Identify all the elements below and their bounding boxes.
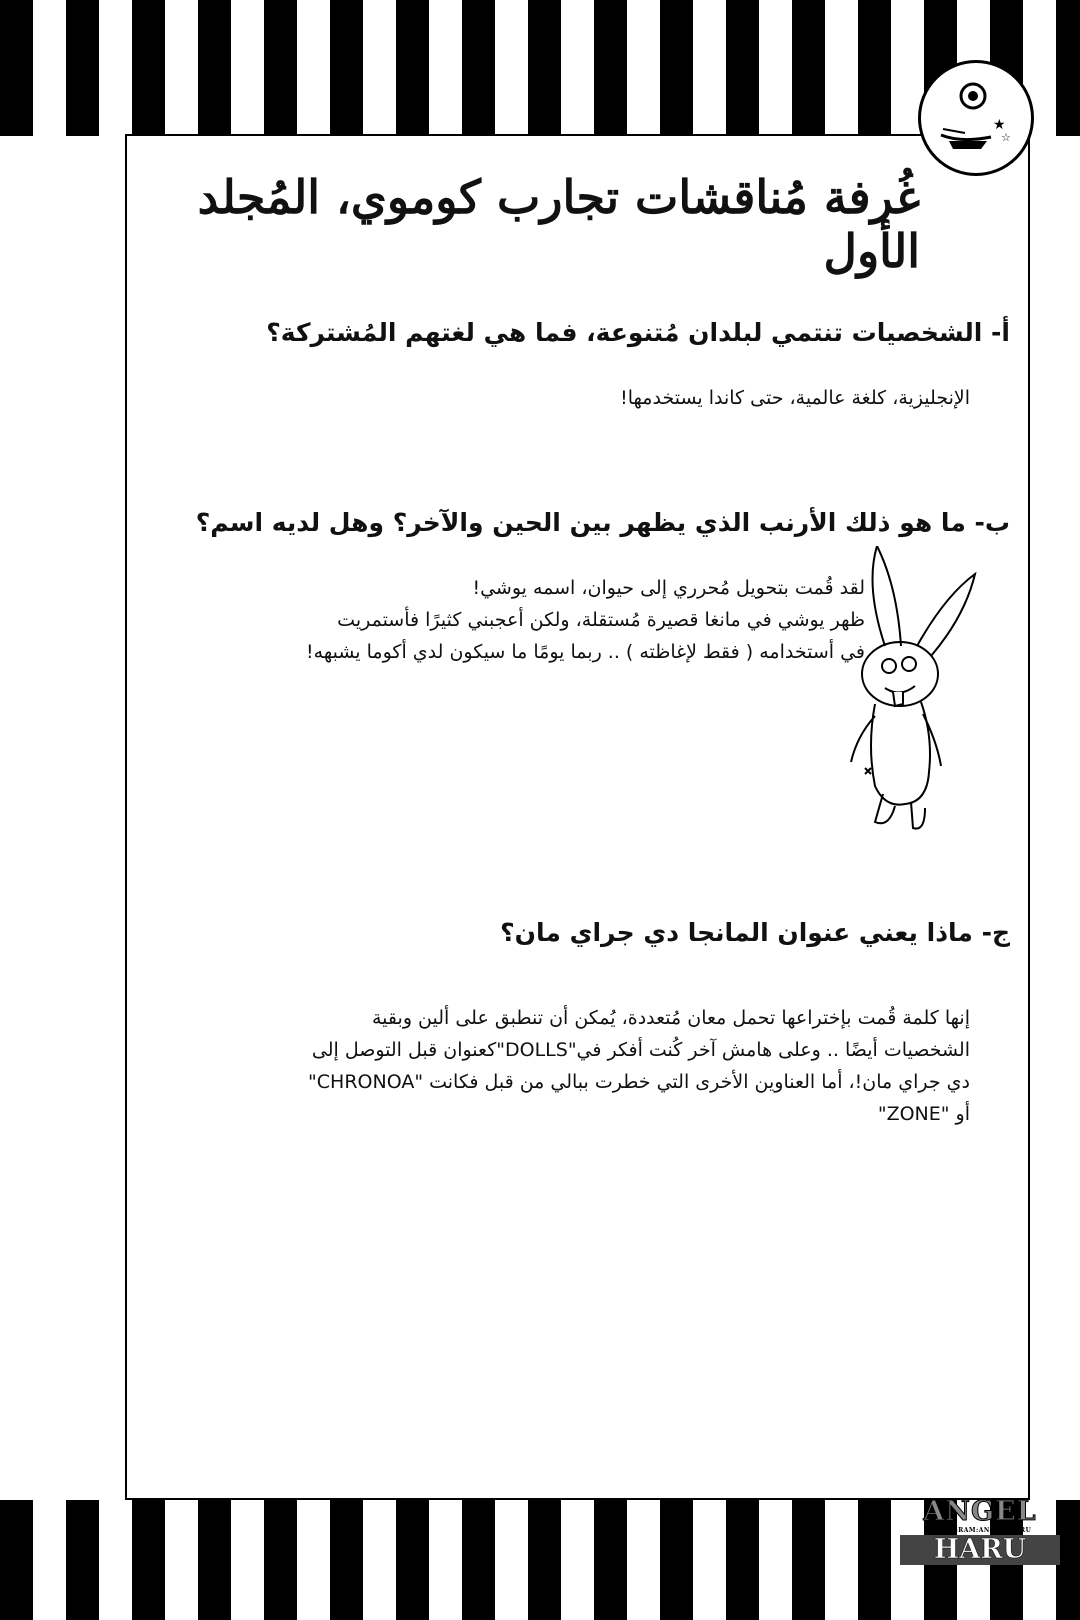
svg-text:☆: ☆ xyxy=(1001,131,1011,144)
answer-line: أو "ZONE" xyxy=(877,1103,970,1125)
yoshi-rabbit-illustration xyxy=(845,546,1005,836)
answer-line: ظهر يوشي في مانغا قصيرة مُستقلة، ولكن أعجبني كثيرًا فأستمريت xyxy=(337,609,865,631)
question-c: ج- ماذا يعني عنوان المانجا دي جراي مان؟ xyxy=(500,918,1010,947)
question-a: أ- الشخصيات تنتمي لبلدان مُتنوعة، فما هي لغتهم المُشتركة؟ xyxy=(266,318,1010,347)
answer-line: الإنجليزية، كلغة عالمية، حتى كاندا يستخدمها! xyxy=(620,387,970,409)
page-title: غُرفة مُناقشات تجارب كوموي، المُجلد الأول xyxy=(197,170,920,278)
watermark-line-1: ANGEL xyxy=(923,1496,1037,1527)
character-emblem-icon xyxy=(918,60,1034,176)
scanlation-watermark xyxy=(900,1497,1060,1565)
answer-line: لقد قُمت بتحويل مُحرري إلى حيوان، اسمه يوشي! xyxy=(472,577,865,599)
answer-a xyxy=(190,382,970,414)
svg-text:★: ★ xyxy=(993,117,1006,133)
answer-line: إنها كلمة قُمت بإختراعها تحمل معان مُتعددة، يُمكن أن تنطبق على ألين وبقية xyxy=(372,1007,970,1029)
answer-line: الشخصيات أيضًا .. وعلى هامش آخر كُنت أفكر في"DOLLS"كعنوان قبل التوصل إلى xyxy=(311,1039,970,1061)
watermark-line-2: HARU xyxy=(900,1535,1060,1565)
answer-b xyxy=(165,572,865,668)
question-b: ب- ما هو ذلك الأرنب الذي يظهر بين الحين والآخر؟ وهل لديه اسم؟ xyxy=(195,508,1010,537)
answer-c xyxy=(170,1002,970,1130)
answer-line: دي جراي مان!، أما العناوين الأخرى التي خطرت ببالي من قبل فكانت "CHRONOA" xyxy=(308,1071,970,1093)
answer-line: في أستخدامه ( فقط لإغاظته ) .. ربما يومًا ما سيكون لدي أكوما يشبهه! xyxy=(306,641,865,663)
watermark-tagline: INSTAGRAM:ANGEL_HARU xyxy=(928,1527,1032,1534)
